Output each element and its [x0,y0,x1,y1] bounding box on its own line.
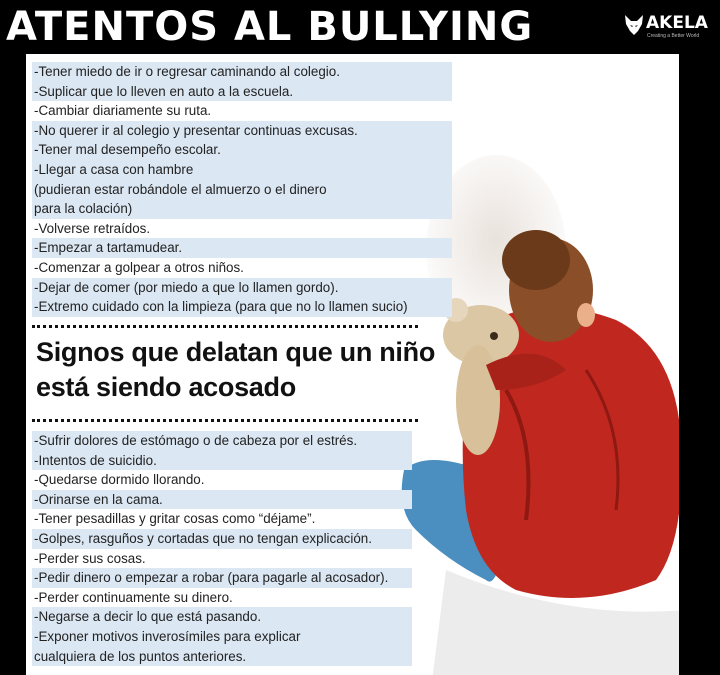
page-title: ATENTOS AL BULLYING [6,4,534,50]
list-item: -Tener miedo de ir o regresar caminando al colegio. [32,62,452,82]
list-item: -Perder sus cosas. [34,550,146,566]
dotted-divider [32,419,418,422]
list-item: -Volverse retraídos. [34,220,151,236]
list-item: -Golpes, rasguños y cortadas que no tengan explicación. [32,529,412,549]
list-item: -Orinarse en la cama. [32,490,412,510]
logo-wordmark: AKELA [646,13,708,33]
section-heading: Signos que delatan que un niño está siendo acosado [36,337,436,402]
list-item: -No querer ir al colegio y presentar continuas excusas. [32,121,452,141]
wolf-icon [624,14,644,36]
list-item: -Empezar a tartamudear. [32,238,452,258]
logo-tagline: Creating a Better World [647,33,700,39]
list-item: -Pedir dinero o empezar a robar (para pagarle al acosador). [32,568,412,588]
list-item: -Tener mal desempeño escolar. [32,140,452,160]
signs-list [32,431,412,666]
content-panel [26,54,679,675]
list-item: (pudieran estar robándole el almuerzo o el dinero [32,180,452,200]
list-item: -Exponer motivos inverosímiles para explicar [32,627,412,647]
list-item: para la colación) [32,199,452,219]
list-item: -Quedarse dormido llorando. [34,472,205,488]
list-item: -Cambiar diariamente su ruta. [34,103,212,119]
list-item: -Intentos de suicidio. [32,451,412,471]
dotted-divider [32,325,418,328]
list-item: -Negarse a decir lo que está pasando. [32,607,412,627]
list-item: -Perder continuamente su dinero. [34,589,233,605]
list-item: -Tener pesadillas y gritar cosas como “déjame”. [34,511,316,527]
list-item: -Dejar de comer (por miedo a que lo llamen gordo). [32,278,452,298]
list-item: -Sufrir dolores de estómago o de cabeza por el estrés. [32,431,412,451]
list-item: -Extremo cuidado con la limpieza (para que no lo llamen sucio) [32,297,452,317]
list-item: -Suplicar que lo lleven en auto a la escuela. [32,82,452,102]
list-item: -Comenzar a golpear a otros niños. [34,259,244,275]
brand-logo [624,12,716,42]
right-frame [679,54,720,675]
list-item: cualquiera de los puntos anteriores. [32,647,412,667]
list-item: -Llegar a casa con hambre [32,160,452,180]
warning-list [32,62,452,317]
header-bar [0,0,720,54]
